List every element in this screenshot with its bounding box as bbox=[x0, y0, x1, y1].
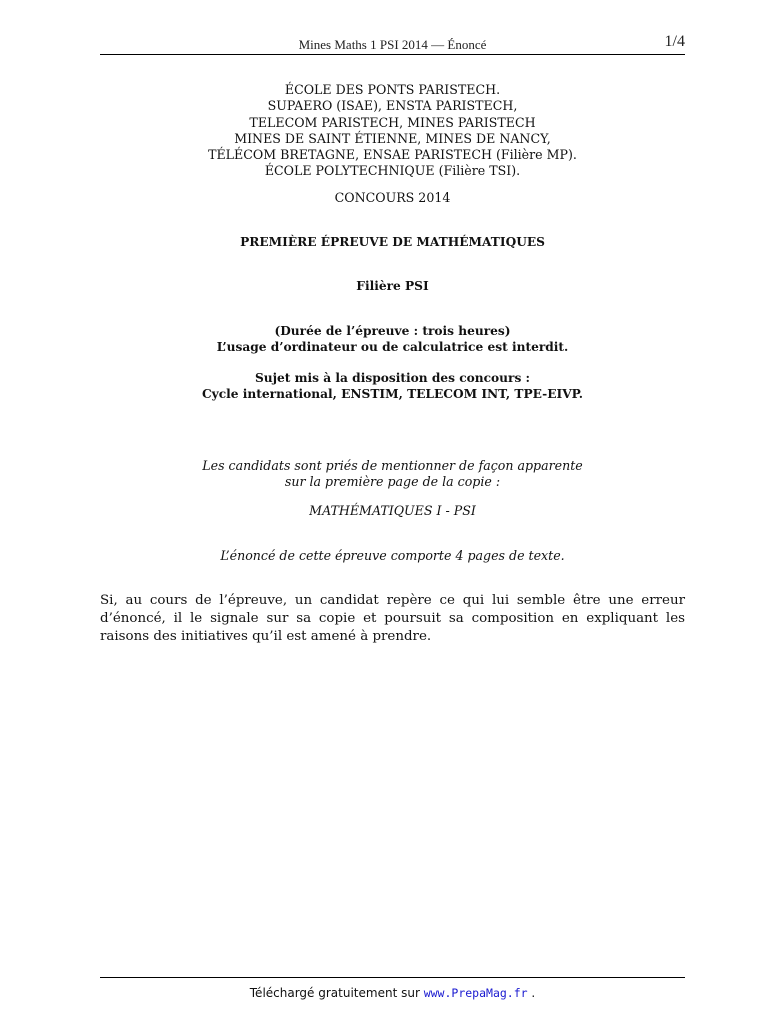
footer-suffix: . bbox=[531, 986, 536, 1000]
candidate-instructions bbox=[100, 458, 685, 490]
instruction-line: sur la première page de la copie : bbox=[284, 474, 501, 489]
sujet-block bbox=[100, 370, 685, 402]
school-line: ÉCOLE POLYTECHNIQUE (Filière TSI). bbox=[264, 163, 521, 179]
school-list bbox=[100, 82, 685, 180]
exam-rules bbox=[100, 323, 685, 355]
sujet-line: Sujet mis à la disposition des concours : bbox=[254, 371, 531, 385]
school-line: MINES DE SAINT ÉTIENNE, MINES DE NANCY, bbox=[234, 130, 551, 146]
subject-name: MATHÉMATIQUES I - PSI bbox=[309, 503, 476, 518]
school-line: TÉLÉCOM BRETAGNE, ENSAE PARISTECH (Filière MP). bbox=[208, 147, 577, 163]
running-header bbox=[100, 33, 685, 55]
footer-divider bbox=[100, 977, 685, 978]
page-count-note: L’énoncé de cette épreuve comporte 4 pages de texte. bbox=[220, 548, 565, 563]
school-line: TELECOM PARISTECH, MINES PARISTECH bbox=[249, 114, 536, 130]
concours-year: CONCOURS 2014 bbox=[334, 190, 451, 205]
footer-text: Téléchargé gratuitement sur bbox=[249, 986, 420, 1000]
school-line: SUPAERO (ISAE), ENSTA PARISTECH, bbox=[267, 98, 518, 114]
duration-line: (Durée de l’épreuve : trois heures) bbox=[274, 324, 511, 338]
footer bbox=[100, 986, 685, 1000]
exam-title: PREMIÈRE ÉPREUVE DE MATHÉMATIQUES bbox=[240, 235, 545, 249]
filiere-label: Filière PSI bbox=[356, 279, 429, 293]
instruction-line: Les candidats sont priés de mentionner de façon apparente bbox=[202, 458, 583, 473]
error-notice-paragraph: Si, au cours de l’épreuve, un candidat repère ce qui lui semble être une erreur d’énoncé, il le signale sur sa copie et poursuit sa composition en expliquant les raisons des initiatives qu’il est amené à prendre. bbox=[100, 593, 685, 644]
sujet-concours: Cycle international, ENSTIM, TELECOM INT, TPE-EIVP. bbox=[201, 387, 584, 401]
footer-link[interactable]: www.PrepaMag.fr bbox=[423, 986, 528, 1000]
calculator-rule: L’usage d’ordinateur ou de calculatrice est interdit. bbox=[216, 340, 569, 354]
page-number: 1/4 bbox=[664, 33, 685, 50]
school-line: ÉCOLE DES PONTS PARISTECH. bbox=[284, 82, 501, 97]
running-title: Mines Maths 1 PSI 2014 — Énoncé bbox=[298, 37, 487, 52]
